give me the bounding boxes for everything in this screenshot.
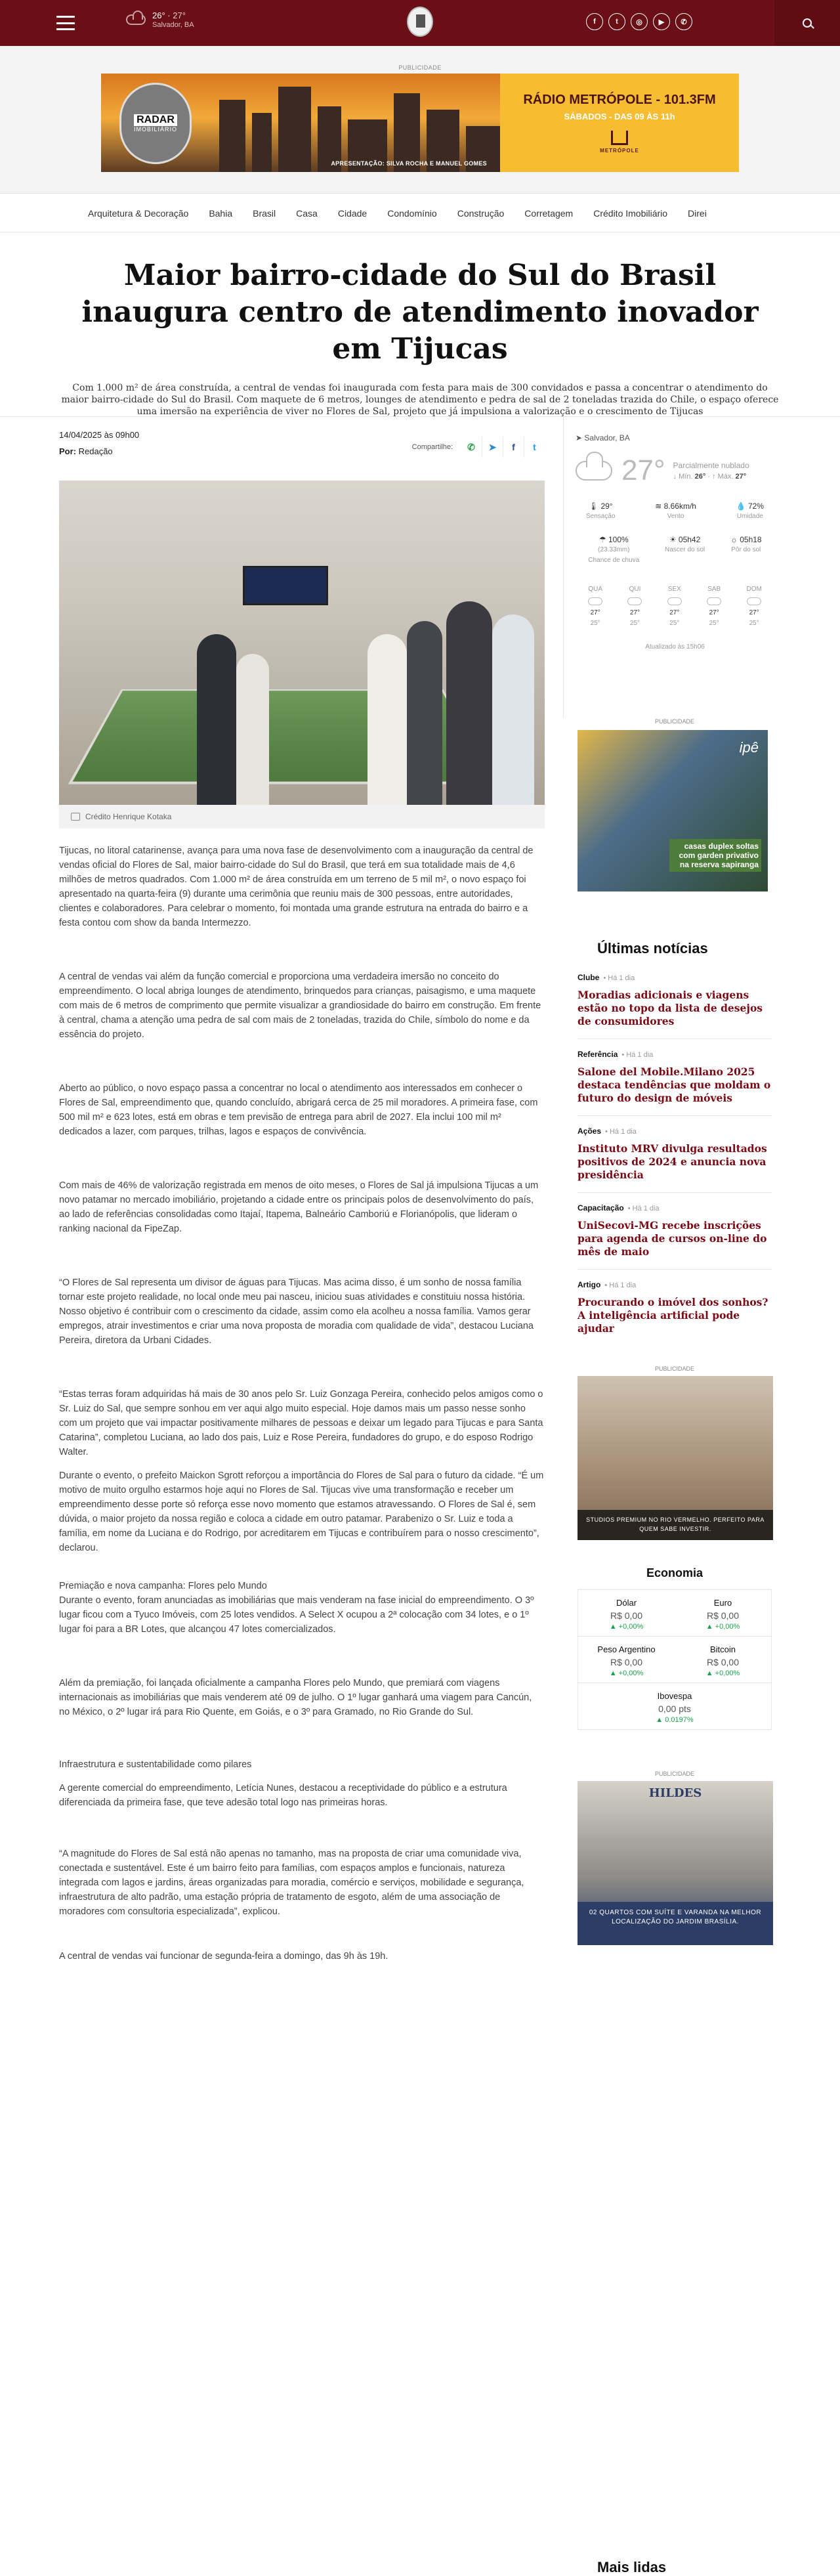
whatsapp-share-icon[interactable]: ✆: [467, 441, 475, 452]
ipe-logo: ipê: [739, 739, 759, 756]
header-temp-max: 27°: [173, 11, 186, 20]
header-weather[interactable]: 26° · 27° Salvador, BA: [126, 11, 194, 29]
telegram-share-icon[interactable]: ➤: [482, 437, 503, 458]
weather-city[interactable]: ➤ Salvador, BA: [576, 433, 630, 442]
news-item[interactable]: Clube • Há 1 dia Moradias adicionais e viagens estão no topo da lista de desejos de consumidores: [578, 962, 772, 1039]
news-title: Instituto MRV divulga resultados positivos de 2024 e anuncia nova presidência: [578, 1142, 767, 1181]
weather-updated: Atualizado às 15h06: [645, 643, 705, 651]
top-ad-banner[interactable]: [101, 74, 739, 172]
article-paragraph: A gerente comercial do empreendimento, Letícia Nunes, destacou a receptividade do público e a estrutura diferenciada da primeira fase, que teve adesão total logo nas primeiras horas.: [59, 1783, 507, 1808]
metropole-logo-icon: [611, 131, 628, 145]
index-ibovespa: Ibovespa 0,00 pts ▲ 0.0197%: [656, 1691, 694, 1724]
article-author[interactable]: Redação: [78, 446, 113, 456]
sidebar-ad[interactable]: PUBLICIDADE STUDIOS PREMIUM NO RIO VERMELHO. PERFEITO PARA QUEM SABE INVESTIR.: [563, 1365, 786, 1544]
hildes-ad-text: 02 QUARTOS COM SUÍTE E VARANDA NA MELHOR LOCALIZAÇÃO DO JARDIM BRASÍLIA.: [578, 1902, 773, 1945]
instagram-icon[interactable]: ◎: [631, 13, 648, 30]
news-item[interactable]: Artigo • Há 1 dia Procurando o imóvel dos sonhos? A inteligência artificial pode ajudar: [578, 1269, 772, 1346]
sidebar-ad[interactable]: PUBLICIDADE HILDES 02 QUARTOS COM SUÍTE E VARANDA NA MELHOR LOCALIZAÇÃO DO JARDIM BRASÍLIA.: [563, 1771, 786, 1948]
article-header: [0, 257, 840, 418]
article-paragraph: “O Flores de Sal representa um divisor de águas para Tijucas. Mas acima disso, é um sonho de nossa família tornar este projeto realidade, no local onde meu pai nasceu, iniciou suas atividades e constituiu nossa história. Nosso objetivo é contribuir com o crescimento da cidade, assim como ela acolheu a nossa família. Vamos gerar empregos, atrair investimentos e criar uma nova proposta de moradia com qualidade de vida”, destacou Luciana Pereira, diretora da Urbani Cidades.: [59, 1277, 534, 1346]
radar-badge-title: RADAR: [134, 114, 177, 126]
whatsapp-icon[interactable]: ✆: [675, 13, 692, 30]
category-link[interactable]: Cidade: [337, 208, 368, 219]
news-item[interactable]: Ações • Há 1 dia Instituto MRV divulga resultados positivos de 2024 e anuncia nova presidência: [578, 1115, 772, 1192]
article-subheading: Premiação e nova campanha: Flores pelo Mundo: [59, 1581, 267, 1591]
ad-presenters: APRESENTAÇÃO: SILVA ROCHA E MANUEL GOMES: [331, 160, 487, 167]
article-paragraph: Durante o evento, foram anunciadas as imobiliárias que mais venderam na fase inicial do empreendimento. O 3º lugar ficou com a Tyuco Imóveis, com 25 lotes vendidos. A Select X ocupou a 2ª colocação com 34 lotes, e o 1º lugar foi para a BR Lotes, que alcançou 47 lotes comercializados.: [59, 1595, 534, 1635]
hildes-logo: HILDES: [648, 1786, 702, 1800]
article-paragraph: A central de vendas vai funcionar de segunda-feira a domingo, das 9h às 19h.: [59, 1951, 388, 1962]
article-paragraph: A central de vendas vai além da função comercial e proporciona uma verdadeira imersão no conceito do empreendimento. O local abriga lounges de atendimento, brinquedos para crianças, paisagismo, e uma maquete com mais de 6 metros de comprimento que permite visualizar a grandiosidade do bairro em construção. Em frente à central, chama a atenção uma pedra de sal com mais de 2 toneladas, trazida do Chile, símbolo do nome e da essência do projeto.: [59, 972, 541, 1040]
weather-humidity: 💧 72% Umidade: [736, 502, 764, 520]
latest-news-title: Últimas notícias: [597, 940, 708, 956]
economy-title: Economia: [646, 1566, 704, 1579]
news-title: Salone del Mobile.Milano 2025 destaca tendências que moldam o futuro do design de móveis: [578, 1065, 771, 1104]
share-label: Compartilhe:: [411, 443, 453, 451]
photo-caption: Crédito Henrique Kotaka: [59, 805, 545, 828]
hildes-ad-image: [578, 1781, 773, 1945]
weather-rain: ☂ 100% (23.33mm) Chance de chuva: [588, 535, 640, 564]
menu-icon[interactable]: [56, 16, 75, 30]
ad-label: PUBLICIDADE: [398, 64, 442, 71]
weather-widget: [563, 416, 786, 718]
weather-sunrise: ☀ 05h42 Nascer do sol: [664, 535, 705, 553]
youtube-icon[interactable]: ▶: [653, 13, 670, 30]
studios-ad-image: [578, 1376, 773, 1540]
facebook-share-icon[interactable]: f: [503, 437, 524, 458]
forecast-day: SEX 27° 25°: [667, 586, 681, 627]
most-read-title: Mais lidas: [597, 2559, 667, 2575]
ad-brand: METRÓPOLE: [600, 147, 639, 154]
weather-sunset: ☼ 05h18 Pôr do sol: [730, 535, 762, 553]
currency-euro: Euro R$ 0,00 ▲ +0,00%: [675, 1590, 771, 1637]
currency-peso: Peso Argentino R$ 0,00 ▲ +0,00%: [578, 1637, 675, 1683]
twitter-share-icon[interactable]: t: [524, 437, 545, 458]
article-paragraph: Aberto ao público, o novo espaço passa a concentrar no local o atendimento aos interessados em conhecer o Flores de Sal, empreendimento que, quando concluído, abrigará cerca de 25 mil moradores. A primeira fase, com 500 mil m² e 623 lotes, está em obras e tem previsão de entrega para abril de 2027. Ela inclui 100 mil m² dedicados a lazer, com parques, trilhas, lagos e espaços de convivência.: [59, 1083, 538, 1137]
cloud-icon: [707, 597, 721, 605]
article-lead: Com 1.000 m² de área construída, a central de vendas foi inaugurada com festa para mais de 300 convidados e passa a concentrar o atendimento do maior bairro-cidade do Sul do Brasil. Com maquete de 6 metros, lounges de atendimento e pedra de sal de 2 toneladas trazida do Chile, o espaço oferece uma imersão na experiência de viver no Flores de Sal, projeto que já impulsiona a valorização e o crescimento de Tijucas: [61, 383, 779, 417]
ipe-ad-image: [578, 730, 768, 891]
category-link[interactable]: Corretagem: [524, 208, 574, 219]
currency-bitcoin: Bitcoin R$ 0,00 ▲ +0,00%: [675, 1637, 771, 1683]
radar-badge: [119, 83, 192, 164]
forecast-day: QUA 27° 25°: [588, 586, 602, 627]
category-link[interactable]: Construção: [457, 208, 505, 219]
ad-schedule: SÁBADOS - DAS 09 ÀS 11h: [564, 111, 675, 121]
sidebar-ad[interactable]: PUBLICIDADE ipê casas duplex soltas com garden privativo na reserva sapiranga: [563, 718, 786, 915]
weather-wind: ≋ 8.66km/h Vento: [655, 502, 696, 520]
search-icon: [803, 18, 812, 28]
location-icon: ➤: [576, 433, 583, 442]
radar-badge-sub: IMOBILIÁRIO: [133, 126, 177, 133]
article-paragraph: Com mais de 46% de valorização registrada em menos de oito meses, o Flores de Sal já impulsiona Tijucas a um novo patamar no mercado imobiliário, projetando a cidade entre os principais polos de desenvolvimento do país, ao lado de referências consolidadas como Itajaí, Itapema, Balneário Camboriú e Florianópolis, que lideram o ranking nacional da FipeZap.: [59, 1180, 539, 1234]
weather-temp: 27°: [621, 454, 665, 486]
cloud-icon: [667, 597, 682, 605]
news-item[interactable]: Referência • Há 1 dia Salone del Mobile.Milano 2025 destaca tendências que moldam o futuro do design de móveis: [578, 1039, 772, 1115]
facebook-icon[interactable]: f: [586, 13, 603, 30]
forecast-day: QUI 27° 25°: [627, 584, 642, 629]
article-paragraph: “A magnitude do Flores de Sal está não apenas no tamanho, mas na proposta de criar uma comunidade viva, conectada e sustentável. Este é um bairro feito para famílias, com espaços amplos e funcionais, natureza integrada com lagos e jardins, áreas organizadas para moradia, comércio e serviços, mobilidade e segurança, infraestrutura de alto padrão, uma estação própria de tratamento de esgoto, além de uma associação de moradores com consultoria especializada”, explicou.: [59, 1849, 524, 1917]
economy-widget: [563, 1566, 786, 1730]
category-nav: [0, 193, 840, 232]
article-photo[interactable]: [59, 481, 545, 805]
ad-city-image: [101, 74, 500, 172]
twitter-icon[interactable]: t: [608, 13, 625, 30]
forecast-day: SAB 27° 25°: [707, 586, 721, 627]
ad-radio-panel: [500, 74, 739, 172]
site-logo[interactable]: [407, 7, 433, 37]
cloud-icon: [576, 461, 612, 481]
ipe-ad-text: casas duplex soltas com garden privativo na reserva sapiranga: [669, 839, 761, 872]
cloud-icon: [627, 597, 642, 605]
forecast-day: DOM 27° 25°: [746, 586, 762, 627]
top-bar: [0, 0, 840, 46]
article-paragraph: Durante o evento, o prefeito Maickon Sgrott reforçou a importância do Flores de Sal para o futuro da cidade. “É um motivo de muito orgulho estarmos hoje aqui no Flores de Sal. Tijucas vive uma transformação e receber um empreendimento desse porte só reforça esse novo momento que estamos atravessando. O Flores de Sal é, sem dúvida, o maior projeto da nossa região e coloca a cidade em outro patamar. Parabenizo o Sr. Luiz e toda a família, em nome da Luciana e do Rodrigo, por acreditarem em Tijucas e contribuírem para o nosso crescimento”, declarou.: [59, 1470, 544, 1553]
category-link[interactable]: Arquitetura & Decoração: [88, 208, 189, 219]
weather-desc: Parcialmente nublado: [673, 461, 749, 470]
article-subheading: Infraestrutura e sustentabilidade como pilares: [59, 1759, 252, 1770]
news-item[interactable]: Capacitação • Há 1 dia UniSecovi-MG recebe inscrições para agenda de cursos on-line do mês de maio: [578, 1192, 772, 1269]
top-ad-area: [0, 46, 840, 193]
header-temp-min: 26°: [152, 11, 165, 20]
ad-radio-name: RÁDIO METRÓPOLE - 101.3FM: [523, 92, 716, 107]
article-paragraph: “Estas terras foram adquiridas há mais de 30 anos pelo Sr. Luiz Gonzaga Pereira, conhecido pelos amigos como o Sr. Luiz do Sal, que sempre sonhou em ver aqui algo muito especial. Hoje damos mais um passo nesse sonho com um projeto que vai impactar positivamente milhares de pessoas e deixar um legado para Tijucas e para Santa Catarina”, completou Luciana, ao lado dos pais, Luiz e Rose Pereira, fundadores do grupo, e do esposo Rodrigo Walter.: [59, 1389, 543, 1457]
news-title: UniSecovi-MG recebe inscrições para agenda de cursos on-line do mês de maio: [578, 1219, 767, 1258]
article-date: 14/04/2025 às 09h00: [59, 430, 140, 440]
latest-news: [563, 922, 786, 1346]
article-byline: Por: Redação: [59, 446, 113, 456]
weather-minmax: ↓ Mín. 26° · ↑ Máx. 27°: [673, 473, 747, 481]
news-title: Moradias adicionais e viagens estão no topo da lista de desejos de consumidores: [578, 989, 763, 1027]
news-title: Procurando o imóvel dos sonhos? A inteligência artificial pode ajudar: [578, 1296, 768, 1335]
weather-forecast: [576, 584, 774, 629]
article-body: [59, 844, 545, 2003]
cloud-icon: [588, 597, 602, 605]
search-button[interactable]: [774, 0, 840, 46]
category-link[interactable]: Direi: [688, 208, 707, 219]
cloud-icon: [747, 597, 761, 605]
header-city: Salvador, BA: [152, 21, 194, 29]
category-link[interactable]: Brasil: [253, 208, 276, 219]
social-links: [586, 13, 692, 30]
currency-dolar: Dólar R$ 0,00 ▲ +0,00%: [578, 1590, 675, 1637]
category-link[interactable]: Bahia: [209, 208, 233, 219]
share-bar: [412, 437, 545, 458]
category-link[interactable]: Casa: [296, 208, 318, 219]
article-paragraph: Tijucas, no litoral catarinense, avança para uma nova fase de desenvolvimento com a inauguração da central de vendas oficial do Flores de Sal, maior bairro-cidade do Sul do Brasil, que terá em sua totalidade mais de 4,6 milhões de metros quadrados. Com 1.000 m² de área construída em um terreno de 5 mil m², o novo espaço foi apresentado na quarta-feira (9) durante uma cerimônia que reuniu mais de 300 pessoas, entre autoridades, clientes e colaboradores. Para celebrar o momento, foi montada uma grande estrutura na entrada do bairro e a festa contou com show da banda Intermezzo.: [59, 846, 534, 928]
category-link[interactable]: Condomínio: [387, 208, 437, 219]
studios-ad-text: STUDIOS PREMIUM NO RIO VERMELHO. PERFEITO PARA QUEM SABE INVESTIR.: [578, 1510, 773, 1540]
sidebar: [563, 416, 786, 2575]
category-link[interactable]: Crédito Imobiliário: [593, 208, 668, 219]
weather-feels: 🌡 29° Sensação: [586, 502, 616, 520]
article-paragraph: Além da premiação, foi lançada oficialmente a campanha Flores pelo Mundo, que premiará com viagens internacionais as imobiliárias que mais venderem até 09 de julho. O 1º lugar ganhará uma viagem para Cancún, no México, o 2º lugar irá para Rio Quente, em Goiás, e o 3º para Gramado, no Rio Grande do Sul.: [59, 1678, 532, 1717]
article-title: Maior bairro-cidade do Sul do Brasil inaugura centro de atendimento inovador em Tijucas: [81, 259, 759, 366]
cloud-icon: [126, 14, 146, 25]
article: [59, 430, 545, 1962]
photo-screen: [243, 566, 328, 605]
